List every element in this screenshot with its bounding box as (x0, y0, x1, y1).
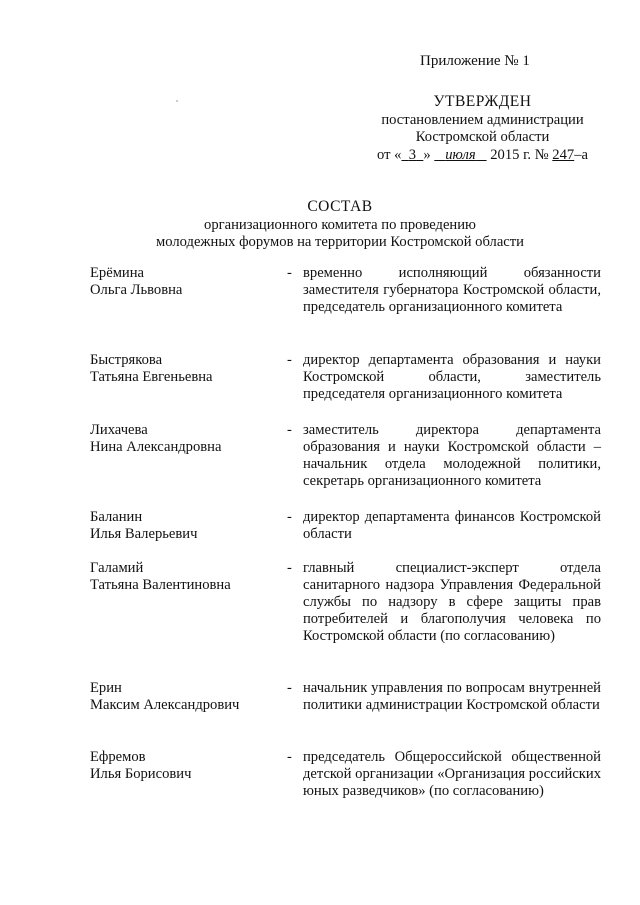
member-dash: - (287, 422, 292, 438)
decree-date-line (360, 147, 605, 164)
approved-heading: УТВЕРЖДЕН (433, 93, 532, 110)
member-role: заместитель директора департамента образования и науки Костромской области – начальник отдела молодежной политики, секретарь организационного комитета (303, 422, 601, 489)
member-role: начальник управления по вопросам внутренней политики администрации Костромской области (303, 680, 601, 713)
member-name (90, 509, 280, 543)
member-role: директор департамента финансов Костромской области (303, 509, 601, 542)
member-name (90, 422, 280, 456)
member-given-name: Татьяна Валентиновна (90, 577, 231, 593)
member-name (90, 749, 280, 783)
title-line-1: организационного комитета по проведению (204, 217, 476, 233)
member-surname: Ефремов (90, 749, 146, 765)
date-month: июля (445, 147, 476, 163)
member-surname: Быстрякова (90, 352, 163, 368)
member-name (90, 352, 280, 386)
member-surname: Ерин (90, 680, 122, 696)
date-day: 3 (408, 147, 417, 163)
member-name (90, 680, 280, 714)
member-dash: - (287, 509, 292, 525)
region-line: Костромской области (415, 129, 550, 145)
approval-block (360, 93, 605, 164)
member-dash: - (287, 560, 292, 576)
member-role: временно исполняющий обязанности заместителя губернатора Костромской области, председатель организационного комитета (303, 265, 601, 315)
member-dash: - (287, 352, 292, 368)
member-name (90, 560, 280, 594)
date-mid: » (423, 147, 431, 163)
member-surname: Баланин (90, 509, 143, 525)
member-role: главный специалист-эксперт отдела санитарного надзора Управления Федеральной службы по надзору в сфере защиты прав потребителей и благополучия человека по Костромской области (по согласованию) (303, 560, 601, 644)
member-surname: Галамий (90, 560, 144, 576)
document-title (60, 198, 620, 251)
title-line-2: молодежных форумов на территории Костромской области (156, 234, 524, 250)
member-role: председатель Общероссийской общественной детской организации «Организация российских юных разведчиков» (по согласованию) (303, 749, 601, 799)
decree-line: постановлением администрации (381, 112, 584, 128)
member-dash: - (287, 680, 292, 696)
date-year: 2015 г. № (490, 147, 549, 163)
member-given-name: Максим Александрович (90, 697, 240, 713)
member-role: директор департамента образования и науки Костромской области, заместитель председателя организационного комитета (303, 352, 601, 402)
date-prefix: от « (377, 147, 402, 163)
appendix-label: Приложение № 1 (420, 53, 530, 69)
member-given-name: Ольга Львовна (90, 282, 183, 298)
title-main: СОСТАВ (307, 198, 373, 215)
member-dash: - (287, 749, 292, 765)
member-given-name: Татьяна Евгеньевна (90, 369, 213, 385)
decree-number-suffix: –а (574, 147, 588, 163)
member-dash: - (287, 265, 292, 281)
member-given-name: Илья Валерьевич (90, 526, 198, 542)
member-given-name: Нина Александровна (90, 439, 222, 455)
member-surname: Ерёмина (90, 265, 145, 281)
member-name (90, 265, 280, 299)
member-surname: Лихачева (90, 422, 148, 438)
decree-number: 247 (552, 147, 575, 163)
member-given-name: Илья Борисович (90, 766, 192, 782)
scan-speck (176, 100, 178, 102)
